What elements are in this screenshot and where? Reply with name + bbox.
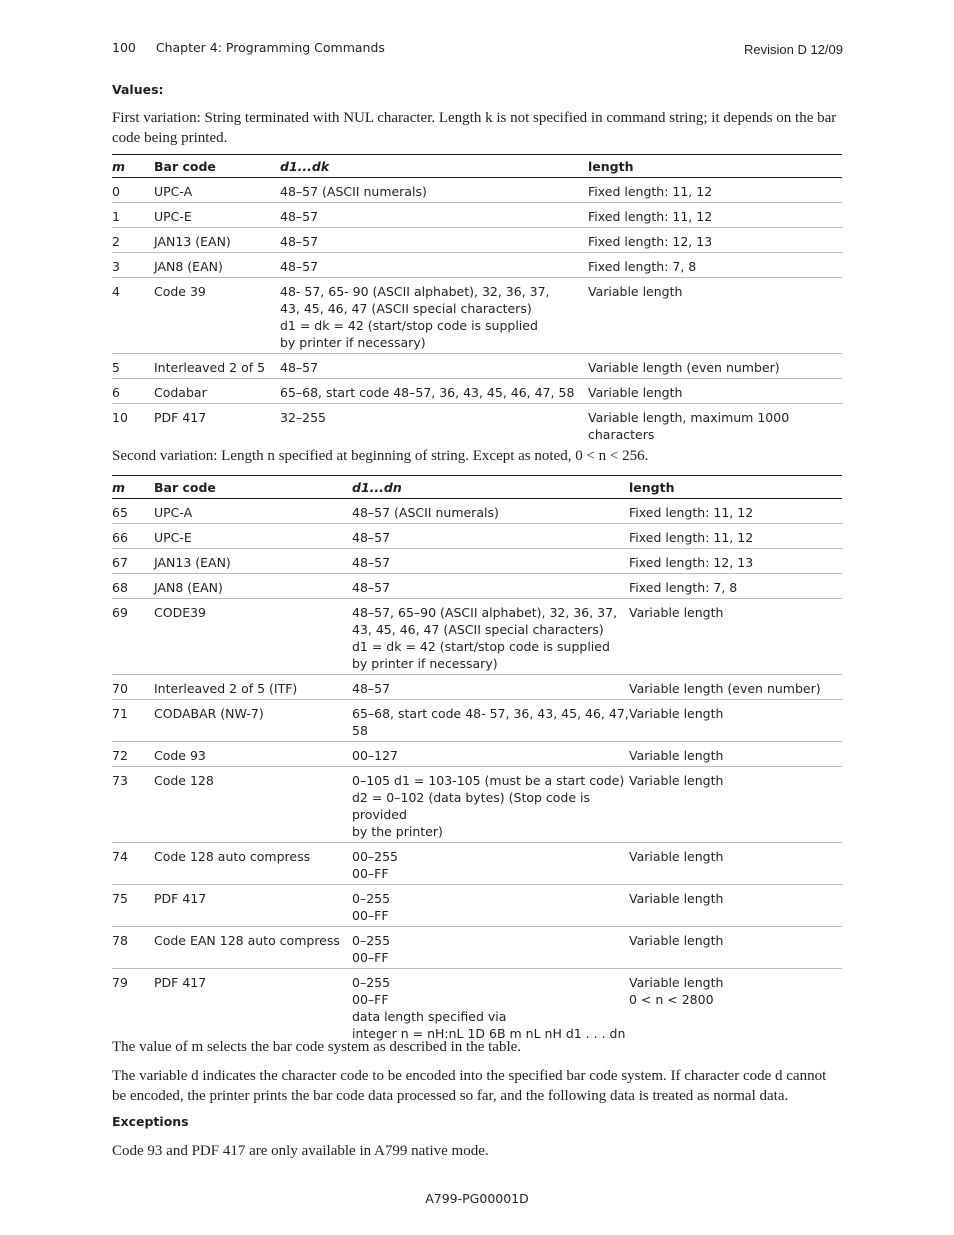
cell-m: 6 bbox=[112, 379, 154, 404]
table-row bbox=[112, 549, 842, 574]
cell-m: 65 bbox=[112, 499, 154, 524]
cell-data-range: 65–68, start code 48–57, 36, 43, 45, 46, 47, 58 bbox=[280, 379, 588, 404]
cell-data-range: 48–57 bbox=[280, 253, 588, 278]
cell-bar-code: Codabar bbox=[154, 379, 280, 404]
cell-m: 70 bbox=[112, 675, 154, 700]
cell-data-range: 00–127 bbox=[352, 742, 629, 767]
second-variation-table bbox=[112, 475, 842, 1044]
col-header-data: d1...dk bbox=[280, 155, 588, 178]
cell-m: 68 bbox=[112, 574, 154, 599]
table-row bbox=[112, 228, 842, 253]
col-header-bar-code: Bar code bbox=[154, 476, 352, 499]
cell-data-range: 32–255 bbox=[280, 410, 327, 425]
cell-length: Fixed length: 11, 12 bbox=[588, 178, 842, 203]
cell-data-range: 48–57 (ASCII numerals) bbox=[352, 499, 629, 524]
cell-m: 5 bbox=[112, 354, 154, 379]
cell-length: Variable length (even number) bbox=[629, 675, 842, 700]
cell-bar-code: Code 93 bbox=[154, 742, 352, 767]
table-row bbox=[112, 767, 842, 843]
cell-bar-code: CODE39 bbox=[154, 599, 352, 675]
table-row bbox=[112, 927, 842, 969]
cell-m: 2 bbox=[112, 228, 154, 253]
table-row bbox=[112, 675, 842, 700]
table-row bbox=[112, 574, 842, 599]
cell-data-range: 48–57, 65–90 (ASCII alphabet), 32, 36, 37, 43, 45, 46, 47 (ASCII special characters) d1 = dk = 42 (start/stop code is supplied by printer if necessary) bbox=[352, 599, 629, 675]
cell-length: Fixed length: 7, 8 bbox=[588, 253, 842, 278]
document-id-footer: A799-PG00001D bbox=[425, 1191, 529, 1206]
col-header-data: d1...dn bbox=[352, 476, 629, 499]
first-variation-text: First variation: String terminated with NUL character. Length k is not specified in command string; it depends on the bar code being printed. bbox=[112, 110, 837, 146]
cell-data-range: 48- 57, 65- 90 (ASCII alphabet), 32, 36, 37, 43, 45, 46, 47 (ASCII special characters) d1 = dk = 42 (start/stop code is supplied by printer if necessary) bbox=[280, 278, 588, 354]
cell-m: 74 bbox=[112, 843, 154, 885]
running-header bbox=[112, 40, 385, 55]
table-row bbox=[112, 969, 842, 1045]
cell-bar-code: JAN8 (EAN) bbox=[154, 574, 352, 599]
table-row bbox=[112, 354, 842, 379]
table-row bbox=[112, 278, 842, 354]
cell-bar-code: Interleaved 2 of 5 bbox=[154, 354, 280, 379]
table-row bbox=[112, 203, 842, 228]
cell-bar-code: Code 128 auto compress bbox=[154, 843, 352, 885]
cell-length: Variable length (even number) bbox=[588, 354, 842, 379]
second-variation-text: Second variation: Length n specified at beginning of string. Except as noted, 0 < n < 256. bbox=[112, 448, 649, 464]
cell-bar-code: Code 128 bbox=[154, 767, 352, 843]
cell-bar-code: JAN13 (EAN) bbox=[154, 228, 280, 253]
col-header-length: length bbox=[629, 476, 842, 499]
cell-data-range: 0–255 00–FF data length specified via integer n = nH:nL 1D 6B m nL nH d1 . . . dn bbox=[352, 975, 626, 1041]
cell-m: 10 bbox=[112, 410, 128, 425]
cell-data-range: 0–255 00–FF bbox=[352, 885, 629, 927]
cell-m: 67 bbox=[112, 549, 154, 574]
exceptions-text: Code 93 and PDF 417 are only available in A799 native mode. bbox=[112, 1143, 489, 1159]
table-row bbox=[112, 599, 842, 675]
table-header-row bbox=[112, 476, 842, 499]
cell-bar-code: PDF 417 bbox=[154, 975, 207, 990]
cell-length: Fixed length: 11, 12 bbox=[629, 499, 842, 524]
cell-bar-code: PDF 417 bbox=[154, 410, 207, 425]
table-row bbox=[112, 178, 842, 203]
first-variation-table bbox=[112, 154, 842, 445]
cell-data-range: 48–57 bbox=[280, 203, 588, 228]
cell-data-range: 48–57 bbox=[352, 524, 629, 549]
revision-label: Revision D 12/09 bbox=[744, 42, 843, 57]
cell-m: 3 bbox=[112, 253, 154, 278]
table-row bbox=[112, 253, 842, 278]
values-heading: Values: bbox=[112, 82, 164, 97]
table-row bbox=[112, 524, 842, 549]
col-header-m: m bbox=[112, 155, 154, 178]
cell-bar-code: JAN13 (EAN) bbox=[154, 549, 352, 574]
cell-data-range: 65–68, start code 48- 57, 36, 43, 45, 46, 47, 58 bbox=[352, 700, 629, 742]
cell-length: Variable length bbox=[629, 843, 842, 885]
col-header-length: length bbox=[588, 155, 842, 178]
cell-length: Variable length, maximum 1000 characters bbox=[588, 410, 790, 442]
cell-bar-code: UPC-E bbox=[154, 524, 352, 549]
cell-length: Fixed length: 11, 12 bbox=[629, 524, 842, 549]
chapter-title: Chapter 4: Programming Commands bbox=[155, 40, 385, 55]
cell-bar-code: JAN8 (EAN) bbox=[154, 253, 280, 278]
cell-m: 66 bbox=[112, 524, 154, 549]
cell-data-range: 48–57 bbox=[280, 228, 588, 253]
cell-data-range: 48–57 bbox=[352, 574, 629, 599]
cell-length: Variable length 0 < n < 2800 bbox=[629, 975, 724, 1007]
cell-bar-code: PDF 417 bbox=[154, 885, 352, 927]
cell-m: 75 bbox=[112, 885, 154, 927]
cell-data-range: 0–105 d1 = 103-105 (must be a start code) d2 = 0–102 (data bytes) (Stop code is provided by the printer) bbox=[352, 767, 629, 843]
cell-length: Fixed length: 12, 13 bbox=[588, 228, 842, 253]
cell-data-range: 48–57 bbox=[352, 675, 629, 700]
cell-m: 71 bbox=[112, 700, 154, 742]
cell-bar-code: CODABAR (NW-7) bbox=[154, 700, 352, 742]
cell-m: 69 bbox=[112, 599, 154, 675]
cell-length: Variable length bbox=[629, 885, 842, 927]
cell-length: Variable length bbox=[629, 927, 842, 969]
table-row bbox=[112, 499, 842, 524]
col-header-bar-code: Bar code bbox=[154, 155, 280, 178]
cell-m: 72 bbox=[112, 742, 154, 767]
cell-bar-code: UPC-A bbox=[154, 178, 280, 203]
cell-data-range: 48–57 bbox=[280, 354, 588, 379]
exceptions-heading: Exceptions bbox=[112, 1114, 189, 1129]
m-description: The value of m selects the bar code system as described in the table. bbox=[112, 1039, 522, 1055]
cell-length: Variable length bbox=[629, 767, 842, 843]
cell-length: Fixed length: 11, 12 bbox=[588, 203, 842, 228]
table-row bbox=[112, 843, 842, 885]
cell-m: 0 bbox=[112, 178, 154, 203]
cell-data-range: 48–57 bbox=[352, 549, 629, 574]
cell-bar-code: UPC-A bbox=[154, 499, 352, 524]
table-row bbox=[112, 700, 842, 742]
cell-data-range: 0–255 00–FF bbox=[352, 927, 629, 969]
cell-m: 79 bbox=[112, 975, 128, 990]
cell-bar-code: UPC-E bbox=[154, 203, 280, 228]
cell-length: Variable length bbox=[588, 379, 842, 404]
cell-m: 73 bbox=[112, 767, 154, 843]
cell-bar-code: Interleaved 2 of 5 (ITF) bbox=[154, 675, 352, 700]
cell-m: 4 bbox=[112, 278, 154, 354]
table-row bbox=[112, 404, 842, 446]
cell-data-range: 00–255 00–FF bbox=[352, 843, 629, 885]
table-row bbox=[112, 885, 842, 927]
cell-length: Variable length bbox=[629, 700, 842, 742]
col-header-m: m bbox=[112, 476, 154, 499]
cell-length: Fixed length: 12, 13 bbox=[629, 549, 842, 574]
cell-data-range: 48–57 (ASCII numerals) bbox=[280, 178, 588, 203]
table-row bbox=[112, 742, 842, 767]
cell-length: Variable length bbox=[588, 278, 842, 354]
page-number: 100 bbox=[112, 40, 136, 55]
cell-length: Variable length bbox=[629, 599, 842, 675]
cell-bar-code: Code 39 bbox=[154, 278, 280, 354]
table-row bbox=[112, 379, 842, 404]
cell-m: 78 bbox=[112, 927, 154, 969]
cell-bar-code: Code EAN 128 auto compress bbox=[154, 927, 352, 969]
d-description: The variable d indicates the character code to be encoded into the specified bar code system. If character code d cannot be encoded, the printer prints the bar code data processed so far, and the following data is treated as normal data. bbox=[112, 1068, 827, 1104]
cell-m: 1 bbox=[112, 203, 154, 228]
cell-length: Variable length bbox=[629, 742, 842, 767]
table-header-row bbox=[112, 155, 842, 178]
cell-length: Fixed length: 7, 8 bbox=[629, 574, 842, 599]
